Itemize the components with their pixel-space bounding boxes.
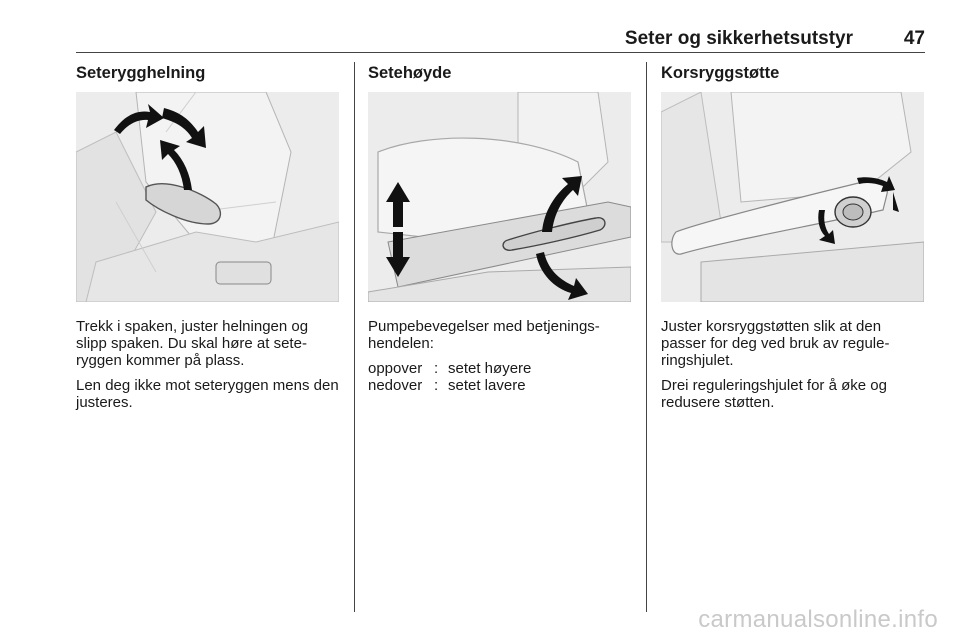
- column-divider: [646, 62, 647, 612]
- page-number: 47: [903, 28, 925, 49]
- section-body: [661, 318, 926, 411]
- paragraph: Trekk i spaken, juster helningen og slipp spaken. Du skal høre at sete-ryggen kommer på plass.: [76, 318, 309, 369]
- definition-row: [368, 360, 633, 377]
- lumbar-drawing: [661, 92, 924, 302]
- column-divider: [354, 62, 355, 612]
- section-body: [368, 318, 633, 352]
- paragraph: Drei reguleringshjulet for å øke og redusere støtten.: [661, 377, 887, 411]
- definition-separator: :: [434, 377, 439, 394]
- section-lumbar-support: [661, 62, 926, 419]
- definition-list: [368, 360, 633, 394]
- recline-illustration: [76, 92, 339, 302]
- section-heading: Seterygghelning: [76, 64, 206, 82]
- definition-term: oppover: [368, 360, 423, 377]
- chapter-title: Seter og sikkerhetsutstyr: [624, 28, 853, 49]
- section-heading: Setehøyde: [368, 64, 452, 82]
- paragraph: Len deg ikke mot seteryggen mens den justeres.: [76, 377, 339, 411]
- seat-height-illustration: [368, 92, 631, 302]
- lumbar-illustration: [661, 92, 924, 302]
- section-seat-height: [368, 62, 633, 394]
- recline-drawing: [76, 92, 339, 302]
- section-body: [76, 318, 341, 411]
- definition-description: setet lavere: [448, 377, 526, 394]
- paragraph: Pumpebevegelser med betjenings-hendelen:: [368, 318, 600, 352]
- definition-separator: :: [434, 360, 439, 377]
- paragraph: Juster korsryggstøtten slik at den passer for deg ved bruk av regule-ringshjulet.: [661, 318, 890, 369]
- watermark: carmanualsonline.info: [698, 606, 938, 633]
- seat-height-drawing: [368, 92, 631, 302]
- page-header: [76, 26, 925, 53]
- definition-description: setet høyere: [448, 360, 532, 377]
- definition-term: nedover: [368, 377, 423, 394]
- definition-row: [368, 377, 633, 394]
- section-heading: Korsryggstøtte: [661, 64, 780, 82]
- section-seatback-recline: [76, 62, 341, 419]
